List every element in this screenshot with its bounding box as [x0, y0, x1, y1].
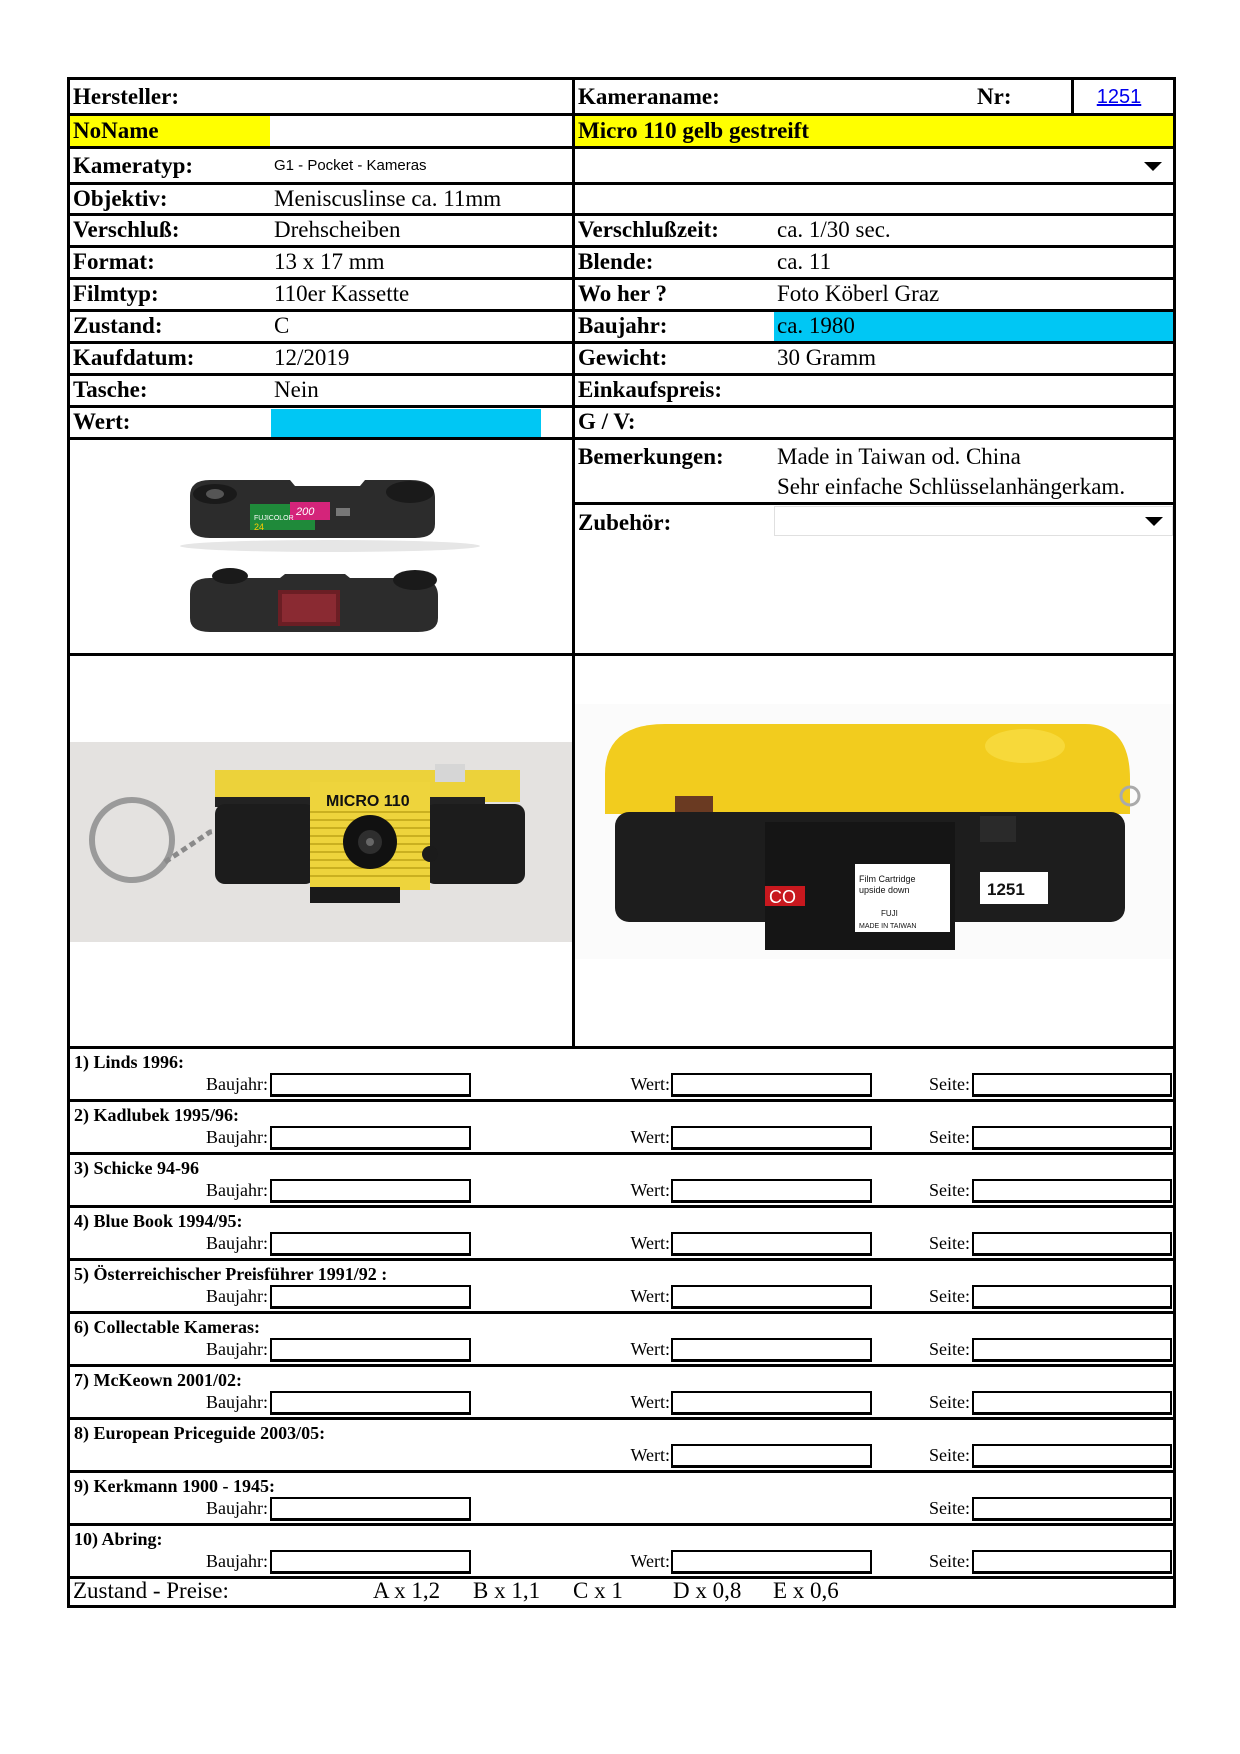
field-value: ca. 1980	[774, 312, 1173, 341]
bemerkungen-line2: Sehr einfache Schlüsselanhängerkam.	[777, 474, 1126, 499]
field-value	[774, 376, 1173, 405]
field-value: Nein	[274, 377, 319, 402]
camera-front-photo	[70, 742, 573, 942]
field-label: Blende:	[578, 249, 654, 274]
field-value: 12/2019	[274, 345, 350, 370]
wert-input[interactable]	[671, 1338, 872, 1362]
back-made-text: MADE IN TAIWAN	[859, 923, 917, 930]
seite-label: Seite:	[929, 1180, 970, 1200]
wert-input[interactable]	[671, 1550, 872, 1574]
field-row	[70, 344, 1173, 376]
cartridge-label-text: FUJICOLOR	[254, 515, 294, 522]
seite-input[interactable]	[972, 1444, 1172, 1468]
wert-label: Wert:	[630, 1339, 670, 1359]
back-film-text: Film Cartridge	[859, 874, 916, 884]
reference-row	[70, 1261, 1173, 1314]
field-label: Format:	[73, 249, 155, 274]
camera-record-sheet	[67, 77, 1176, 1608]
nr-label: Nr:	[977, 84, 1012, 109]
wert-label: Wert:	[630, 1180, 670, 1200]
hersteller-value: NoName	[70, 116, 270, 146]
preis-b: B x 1,1	[473, 1578, 541, 1603]
baujahr-label: Baujahr:	[206, 1180, 268, 1200]
back-upside-text: upside down	[859, 885, 910, 895]
baujahr-label: Baujahr:	[206, 1074, 268, 1094]
preis-e: E x 0,6	[773, 1578, 839, 1603]
baujahr-label: Baujahr:	[206, 1127, 268, 1147]
field-row	[70, 280, 1173, 312]
wert-label: Wert:	[630, 1445, 670, 1465]
seite-input[interactable]	[972, 1232, 1172, 1256]
photo-section-divider	[70, 653, 1173, 656]
wert-label: Wert:	[630, 1233, 670, 1253]
field-value: 110er Kassette	[274, 281, 410, 306]
camera-front-image	[70, 742, 573, 942]
seite-label: Seite:	[929, 1551, 970, 1571]
wert-input[interactable]	[671, 1444, 872, 1468]
kameratyp-row	[70, 149, 1173, 185]
field-row	[70, 248, 1173, 280]
seite-input[interactable]	[972, 1126, 1172, 1150]
wert-input[interactable]	[671, 1126, 872, 1150]
reference-title: 4) Blue Book 1994/95:	[74, 1211, 243, 1231]
field-value: ca. 1/30 sec.	[777, 217, 891, 242]
seite-input[interactable]	[972, 1550, 1172, 1574]
wert-label: Wert:	[630, 1074, 670, 1094]
kameraname-value: Micro 110 gelb gestreift	[575, 116, 1173, 146]
wert-label: Wert:	[630, 1127, 670, 1147]
field-label: Filmtyp:	[73, 281, 159, 306]
wert-input[interactable]	[671, 1391, 872, 1415]
wert-input[interactable]	[671, 1232, 872, 1256]
preis-d: D x 0,8	[673, 1578, 742, 1603]
field-label: Baujahr:	[578, 313, 668, 338]
field-row	[70, 216, 1173, 248]
reference-row	[70, 1102, 1173, 1155]
field-value: C	[274, 313, 290, 338]
seite-label: Seite:	[929, 1286, 970, 1306]
field-label: Zustand:	[73, 313, 163, 338]
bemerkungen-divider	[575, 502, 1173, 505]
field-value: 13 x 17 mm	[274, 249, 385, 274]
header-label-row	[70, 80, 1173, 116]
field-value: Drehscheiben	[274, 217, 401, 242]
baujahr-input[interactable]	[270, 1497, 471, 1521]
bemerkungen-label: Bemerkungen:	[578, 444, 724, 469]
hersteller-label: Hersteller:	[73, 84, 179, 109]
reference-row	[70, 1367, 1173, 1420]
seite-label: Seite:	[929, 1445, 970, 1465]
baujahr-input[interactable]	[270, 1126, 471, 1150]
baujahr-label: Baujahr:	[206, 1286, 268, 1306]
baujahr-input[interactable]	[270, 1179, 471, 1203]
preis-c: C x 1	[573, 1578, 623, 1603]
kameratyp-label: Kameratyp:	[73, 153, 194, 178]
baujahr-input[interactable]	[270, 1073, 471, 1097]
field-label: Verschluß:	[73, 217, 180, 242]
kameratyp-select[interactable]: G1 - Pocket - Kameras	[274, 157, 427, 174]
cartridge-exp-text: 24	[254, 522, 265, 532]
camera-brand-text: MICRO 110	[326, 793, 410, 810]
baujahr-label: Baujahr:	[206, 1339, 268, 1359]
back-sticker-text: 1251	[987, 880, 1025, 899]
cartridge-number-text: 200	[296, 506, 315, 518]
wert-input[interactable]	[671, 1073, 872, 1097]
reference-row	[70, 1155, 1173, 1208]
header-value-row	[70, 116, 1173, 149]
film-cartridge-image	[170, 446, 500, 646]
zubehoer-select[interactable]	[774, 506, 1173, 536]
zubehoer-label: Zubehör:	[578, 510, 672, 535]
chevron-down-icon	[1144, 162, 1162, 171]
zustand-preise-label: Zustand - Preise:	[73, 1578, 229, 1603]
wert-input[interactable]	[671, 1179, 872, 1203]
wert-input[interactable]	[671, 1285, 872, 1309]
reference-title: 3) Schicke 94-96	[74, 1158, 199, 1178]
reference-title: 8) European Priceguide 2003/05:	[74, 1423, 326, 1443]
camera-back-photo	[575, 704, 1173, 959]
field-value: ca. 11	[777, 249, 832, 274]
reference-title: 9) Kerkmann 1900 - 1945:	[74, 1476, 275, 1496]
wert-label: Wert:	[630, 1392, 670, 1412]
objektiv-value: Meniscuslinse ca. 11mm	[274, 186, 502, 211]
back-fuji-text: FUJI	[881, 909, 898, 918]
reference-title: 10) Abring:	[74, 1529, 163, 1549]
wert-label: Wert:	[630, 1551, 670, 1571]
field-label: Verschlußzeit:	[578, 217, 719, 242]
baujahr-input[interactable]	[270, 1391, 471, 1415]
nr-link[interactable]: 1251	[1071, 80, 1161, 113]
chevron-down-icon[interactable]	[1145, 517, 1163, 526]
field-row	[70, 312, 1173, 344]
seite-input[interactable]	[972, 1285, 1172, 1309]
center-divider	[572, 80, 575, 1049]
reference-title: 6) Collectable Kameras:	[74, 1317, 260, 1337]
reference-title: 1) Linds 1996:	[74, 1052, 185, 1072]
field-label: Gewicht:	[578, 345, 668, 370]
zustand-preise-row	[70, 1577, 1173, 1608]
kameraname-label: Kameraname:	[578, 84, 720, 109]
reference-row	[70, 1049, 1173, 1102]
baujahr-input[interactable]	[270, 1285, 471, 1309]
baujahr-label: Baujahr:	[206, 1392, 268, 1412]
seite-label: Seite:	[929, 1498, 970, 1518]
reference-title: 7) McKeown 2001/02:	[74, 1370, 242, 1390]
seite-label: Seite:	[929, 1392, 970, 1412]
kameratyp-dropdown-button[interactable]	[1134, 149, 1173, 182]
reference-row	[70, 1314, 1173, 1367]
baujahr-label: Baujahr:	[206, 1498, 268, 1518]
baujahr-input[interactable]	[270, 1550, 471, 1574]
baujahr-input[interactable]	[270, 1232, 471, 1256]
seite-label: Seite:	[929, 1339, 970, 1359]
gv-row	[575, 408, 1173, 440]
reference-row	[70, 1208, 1173, 1261]
reference-title: 2) Kadlubek 1995/96:	[74, 1105, 240, 1125]
field-row	[70, 376, 1173, 408]
field-label: Wert:	[73, 409, 131, 434]
seite-label: Seite:	[929, 1127, 970, 1147]
cartridge-photo	[170, 446, 500, 646]
baujahr-input[interactable]	[270, 1338, 471, 1362]
field-label: Wo her ?	[578, 281, 668, 306]
camera-back-image	[575, 704, 1173, 959]
seite-input[interactable]	[972, 1179, 1172, 1203]
baujahr-label: Baujahr:	[206, 1233, 268, 1253]
seite-input[interactable]	[972, 1073, 1172, 1097]
field-label: Kaufdatum:	[73, 345, 195, 370]
bemerkungen-line1: Made in Taiwan od. China	[777, 444, 1021, 469]
baujahr-label: Baujahr:	[206, 1551, 268, 1571]
objektiv-row	[70, 185, 1173, 216]
field-row	[70, 408, 575, 440]
seite-label: Seite:	[929, 1233, 970, 1253]
reference-row	[70, 1526, 1173, 1579]
field-value: Foto Köberl Graz	[777, 281, 940, 306]
preis-a: A x 1,2	[373, 1578, 441, 1603]
field-label: Einkaufspreis:	[578, 377, 723, 402]
seite-input[interactable]	[972, 1497, 1172, 1521]
back-red-text: CO	[769, 887, 796, 907]
seite-input[interactable]	[972, 1391, 1172, 1415]
reference-row	[70, 1473, 1173, 1526]
seite-label: Seite:	[929, 1074, 970, 1094]
gv-label: G / V:	[578, 409, 636, 434]
field-label: Tasche:	[73, 377, 148, 402]
field-value	[271, 409, 541, 437]
seite-input[interactable]	[972, 1338, 1172, 1362]
objektiv-label: Objektiv:	[73, 186, 168, 211]
reference-title: 5) Österreichischer Preisführer 1991/92 :	[74, 1264, 388, 1284]
field-value: 30 Gramm	[777, 345, 877, 370]
wert-label: Wert:	[630, 1286, 670, 1306]
reference-row	[70, 1420, 1173, 1473]
